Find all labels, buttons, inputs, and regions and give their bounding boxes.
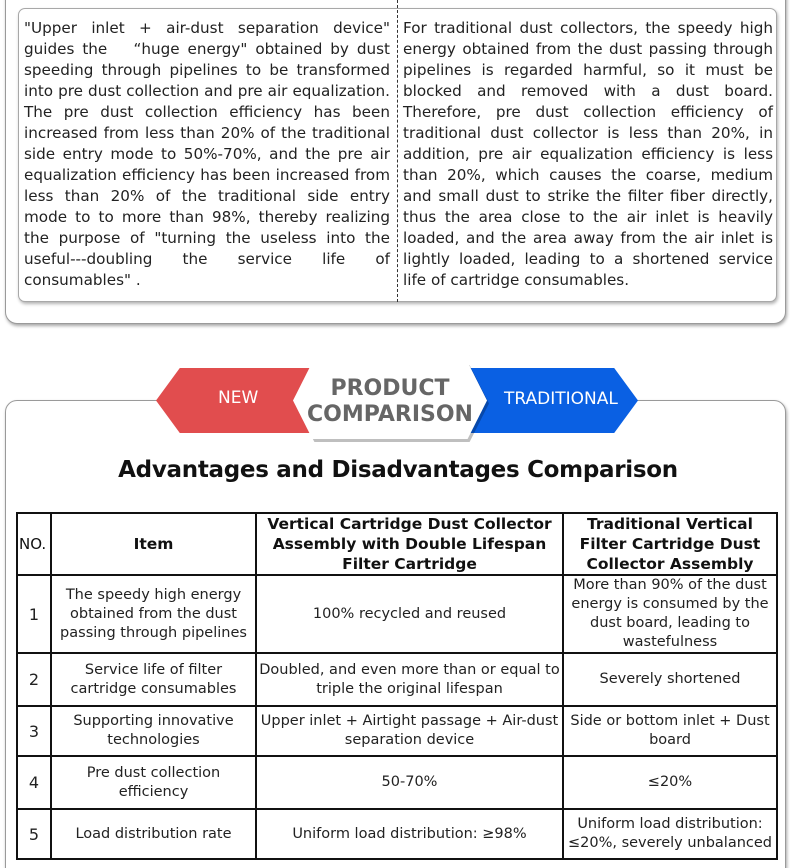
traditional-tag-label: TRADITIONAL: [504, 389, 618, 409]
row-new-value: Upper inlet + Airtight passage + Air-dust separation device: [256, 706, 563, 756]
section-title: Advantages and Disadvantages Comparison: [118, 457, 678, 483]
header-no: NO.: [17, 513, 51, 575]
table-row: [17, 756, 777, 809]
row-traditional-value: ≤20%: [563, 756, 777, 809]
row-traditional-value: More than 90% of the dust energy is consumed by the dust board, leading to wastefulness: [563, 575, 777, 653]
new-product-description: "Upper inlet + air-dust separation device" guides the “huge energy" obtained by dust speeding through pipelines to be transformed into pre dust collection and pre air equalization. The pre dust collection efficiency has been increased from less than 20% of the traditional side entry mode to 50%-70%, and the pre air equalization efficiency has been increased from less than 20% of the traditional side entry mode to to more than 98%, thereby realizing the purpose of "turning the useless into the useful---doubling the service life of consumables" .: [24, 19, 390, 289]
row-number: 1: [17, 575, 51, 653]
center-tag-line1: PRODUCT: [330, 376, 450, 401]
table-row: [17, 809, 777, 859]
product-comparison-banner: [150, 360, 640, 442]
row-item: Load distribution rate: [51, 809, 256, 859]
traditional-product-description: For traditional dust collectors, the speedy high energy obtained from the dust passing through pipelines is regarded harmful, so it must be blocked and removed with a dust board. Therefore, pre dust collection efficiency of traditional dust collector is less than 20%, in addition, pre air equalization efficiency is less than 20%, which causes the coarse, medium and small dust to strike the filter fiber directly, thus the area close to the air inlet is heavily loaded, and the area away from the air inlet is lightly loaded, leading to a shortened service life of cartridge consumables.: [403, 19, 773, 289]
row-traditional-value: Severely shortened: [563, 653, 777, 706]
new-tag-label: NEW: [218, 388, 259, 408]
row-new-value: Doubled, and even more than or equal to triple the original lifespan: [256, 653, 563, 706]
header-new-product: Vertical Cartridge Dust Collector Assembly with Double Lifespan Filter Cartridge: [256, 513, 563, 575]
row-number: 5: [17, 809, 51, 859]
row-traditional-value: Side or bottom inlet + Dust board: [563, 706, 777, 756]
row-new-value: 50-70%: [256, 756, 563, 809]
table-row: [17, 575, 777, 653]
row-number: 3: [17, 706, 51, 756]
header-traditional-product: Traditional Vertical Filter Cartridge Dust Collector Assembly: [563, 513, 777, 575]
table-row: [17, 706, 777, 756]
table-row: [17, 653, 777, 706]
row-new-value: 100% recycled and reused: [256, 575, 563, 653]
row-item: Pre dust collection efficiency: [51, 756, 256, 809]
row-item: Service life of filter cartridge consumables: [51, 653, 256, 706]
header-item: Item: [51, 513, 256, 575]
column-divider: [397, 0, 398, 302]
table-header-row: [17, 513, 777, 575]
row-number: 2: [17, 653, 51, 706]
center-tag-label: [293, 376, 487, 428]
row-new-value: Uniform load distribution: ≥98%: [256, 809, 563, 859]
row-item: Supporting innovative technologies: [51, 706, 256, 756]
row-item: The speedy high energy obtained from the dust passing through pipelines: [51, 575, 256, 653]
comparison-table: [16, 512, 778, 860]
row-traditional-value: Uniform load distribution: ≤20%, severely unbalanced: [563, 809, 777, 859]
row-number: 4: [17, 756, 51, 809]
center-tag-line2: COMPARISON: [307, 402, 473, 427]
